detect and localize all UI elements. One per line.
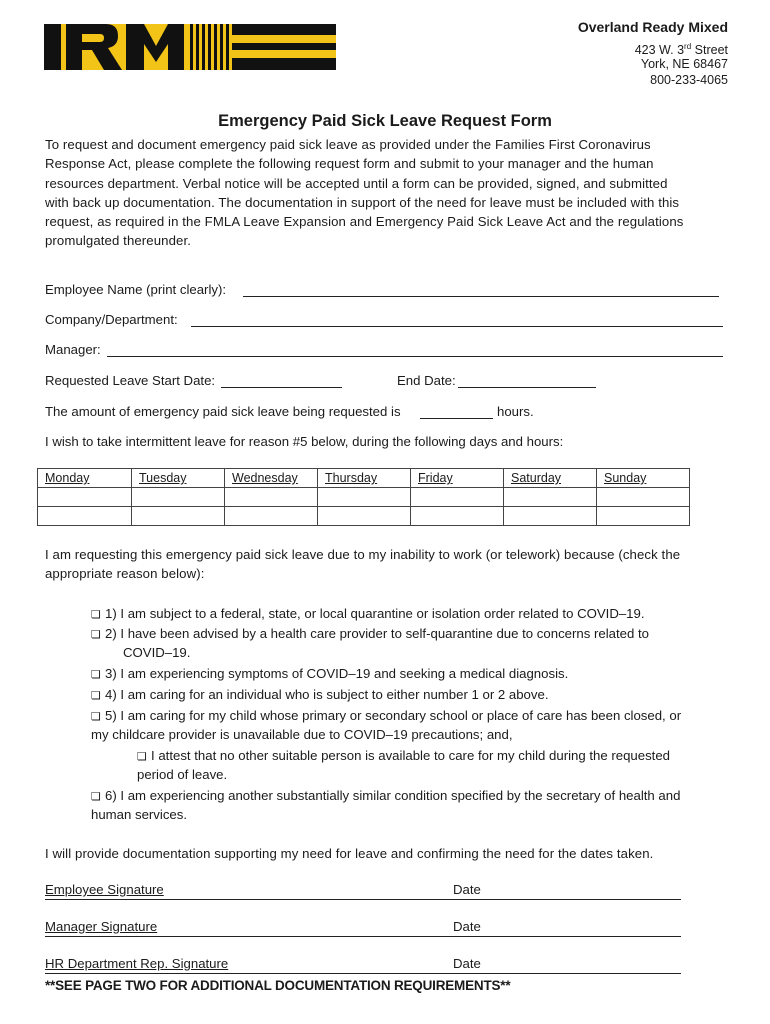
intermittent-text: I wish to take intermittent leave for reason #5 below, during the following days and hours: bbox=[45, 434, 564, 449]
day-cell[interactable] bbox=[597, 488, 690, 507]
reason-intro-line: I am requesting this emergency paid sick leave due to my inability to work (or telework) because (check the bbox=[45, 547, 681, 562]
attest-text: I attest that no other suitable person is available to care for my child during the requested bbox=[151, 748, 671, 763]
day-header-saturday: Saturday bbox=[504, 469, 597, 488]
reason-5-continued: my childcare provider is unavailable due to COVID–19 precautions; and, bbox=[91, 727, 513, 742]
address-street-number: 423 W. 3 bbox=[634, 43, 685, 57]
reason-6-text: 6) I am experiencing another substantially similar condition specified by the secretary of health and bbox=[105, 788, 681, 803]
reason-6-continued: human services. bbox=[91, 807, 188, 822]
reason-1[interactable] bbox=[91, 604, 731, 625]
end-date-label: End Date: bbox=[397, 373, 456, 388]
day-header-sunday: Sunday bbox=[597, 469, 690, 488]
employee-signature-line[interactable] bbox=[45, 881, 681, 900]
logo-graphic bbox=[44, 24, 336, 70]
amount-row bbox=[45, 403, 725, 423]
day-header-monday: Monday bbox=[38, 469, 132, 488]
intro-line: To request and document emergency paid sick leave as provided under the Families First Coronavirus bbox=[45, 137, 651, 152]
day-header-friday: Friday bbox=[411, 469, 504, 488]
reason-intro-line: appropriate reason below): bbox=[45, 566, 205, 582]
documentation-statement: I will provide documentation supporting my need for leave and confirming the need for the dates taken. bbox=[45, 846, 654, 861]
intro-line: with back up documentation. The documentation in support of the need for leave must be included with this bbox=[45, 194, 680, 210]
day-cell[interactable] bbox=[225, 507, 318, 526]
reason-3-text: 3) I am experiencing symptoms of COVID–19 and seeking a medical diagnosis. bbox=[105, 666, 569, 681]
amount-label: The amount of emergency paid sick leave being requested is bbox=[45, 404, 401, 419]
phone-number: 800-233-4065 bbox=[650, 73, 728, 87]
intro-paragraph bbox=[45, 135, 730, 251]
day-header-thursday: Thursday bbox=[318, 469, 411, 488]
checkbox-icon[interactable]: ❏ bbox=[91, 609, 101, 621]
day-cell[interactable] bbox=[504, 507, 597, 526]
manager-label: Manager: bbox=[45, 342, 101, 357]
checkbox-icon[interactable]: ❏ bbox=[91, 690, 101, 702]
reason-4[interactable] bbox=[91, 685, 731, 706]
reason-3[interactable] bbox=[91, 664, 731, 685]
checkbox-icon[interactable]: ❏ bbox=[91, 791, 101, 803]
hr-date-label: Date bbox=[453, 956, 481, 971]
hours-label: hours. bbox=[497, 404, 534, 419]
manager-date-label: Date bbox=[453, 919, 481, 934]
company-department-label: Company/Department: bbox=[45, 312, 178, 327]
checkbox-icon[interactable]: ❏ bbox=[91, 629, 101, 641]
day-cell[interactable] bbox=[225, 488, 318, 507]
checkbox-icon[interactable]: ❏ bbox=[91, 711, 101, 723]
start-date-label: Requested Leave Start Date: bbox=[45, 373, 216, 388]
reason-2-continued: COVID–19. bbox=[123, 645, 191, 660]
day-cell[interactable] bbox=[38, 507, 132, 526]
day-header-tuesday: Tuesday bbox=[132, 469, 225, 488]
table-header-row bbox=[38, 469, 690, 488]
end-date-field[interactable] bbox=[458, 373, 596, 388]
company-logo bbox=[44, 24, 336, 70]
manager-signature-label: Manager Signature bbox=[45, 919, 158, 934]
intro-line: Response Act, please complete the following request form and submit to your manager and the human bbox=[45, 156, 654, 172]
employee-signature-label: Employee Signature bbox=[45, 882, 164, 897]
form-title: Emergency Paid Sick Leave Request Form bbox=[218, 112, 552, 130]
table-row bbox=[38, 488, 690, 507]
reason-intro bbox=[45, 545, 735, 584]
company-name: Overland Ready Mixed bbox=[577, 19, 728, 35]
address-line-2: York, NE 68467 bbox=[640, 57, 728, 71]
day-cell[interactable] bbox=[318, 488, 411, 507]
checkbox-icon[interactable]: ❏ bbox=[137, 751, 147, 763]
checkbox-icon[interactable]: ❏ bbox=[91, 669, 101, 681]
day-cell[interactable] bbox=[132, 488, 225, 507]
hours-field[interactable] bbox=[420, 404, 493, 419]
address-ordinal: rd bbox=[684, 42, 692, 51]
day-cell[interactable] bbox=[597, 507, 690, 526]
day-cell[interactable] bbox=[504, 488, 597, 507]
reason-5-text: 5) I am caring for my child whose primary or secondary school or place of care has been closed, or bbox=[105, 708, 682, 723]
employee-name-row bbox=[45, 281, 725, 301]
page-two-notice: **SEE PAGE TWO FOR ADDITIONAL DOCUMENTATION REQUIREMENTS** bbox=[45, 978, 511, 993]
day-cell[interactable] bbox=[411, 507, 504, 526]
reason-1-text: 1) I am subject to a federal, state, or local quarantine or isolation order related to COVID–19. bbox=[105, 606, 645, 621]
manager-field[interactable] bbox=[107, 342, 723, 357]
attest-continued: period of leave. bbox=[137, 767, 228, 782]
day-cell[interactable] bbox=[132, 507, 225, 526]
intro-line: resources department. Verbal notice will be accepted until a form can be provided, signed, and submitted bbox=[45, 175, 668, 191]
reason-4-text: 4) I am caring for an individual who is subject to either number 1 or 2 above. bbox=[105, 687, 549, 702]
reason-2-text: 2) I have been advised by a health care provider to self-quarantine due to concerns related to bbox=[105, 626, 649, 641]
company-department-field[interactable] bbox=[191, 312, 723, 327]
company-department-row bbox=[45, 311, 725, 331]
intro-line: request, as required in the FMLA Leave Expansion and Emergency Paid Sick Leave Act and the regulations bbox=[45, 214, 684, 230]
leave-dates-row bbox=[45, 372, 725, 392]
manager-signature-line[interactable] bbox=[45, 918, 681, 937]
hr-signature-label: HR Department Rep. Signature bbox=[45, 956, 229, 971]
manager-row bbox=[45, 341, 725, 361]
table-row bbox=[38, 507, 690, 526]
employee-name-field[interactable] bbox=[243, 282, 719, 297]
day-cell[interactable] bbox=[411, 488, 504, 507]
day-cell[interactable] bbox=[38, 488, 132, 507]
employee-date-label: Date bbox=[453, 882, 481, 897]
intermittent-days-table bbox=[37, 468, 690, 526]
hr-signature-line[interactable] bbox=[45, 955, 681, 974]
start-date-field[interactable] bbox=[221, 373, 342, 388]
employee-name-label: Employee Name (print clearly): bbox=[45, 282, 227, 297]
intro-line: promulgated thereunder. bbox=[45, 233, 191, 249]
day-header-wednesday: Wednesday bbox=[225, 469, 318, 488]
address-street: Street bbox=[691, 43, 728, 57]
day-cell[interactable] bbox=[318, 507, 411, 526]
